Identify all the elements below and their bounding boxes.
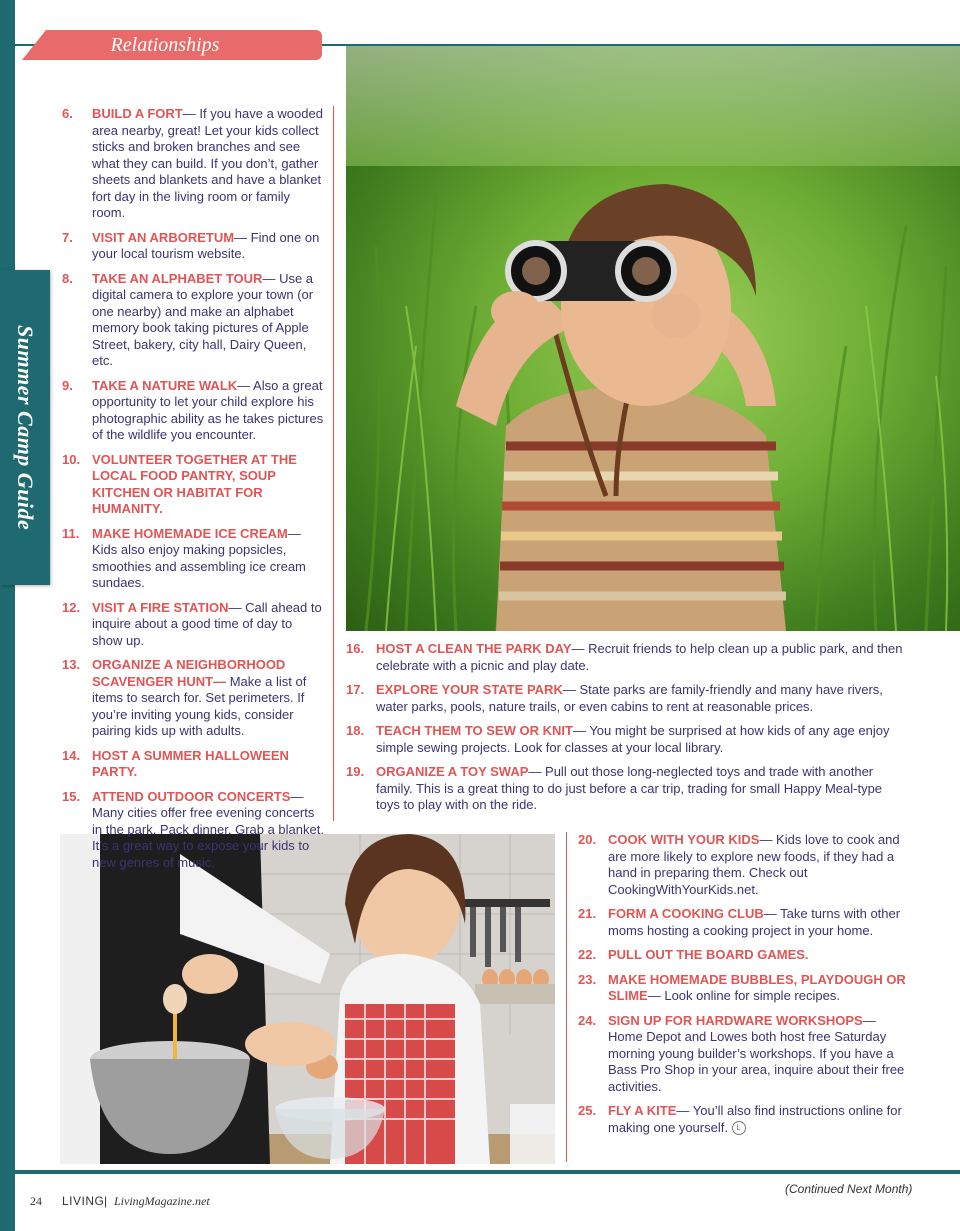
list-item <box>346 723 906 756</box>
photo-boy-binoculars <box>346 46 960 631</box>
list-item <box>62 230 324 263</box>
item-number: 13. <box>62 657 81 672</box>
section-title: Relationships <box>110 34 220 56</box>
list-item <box>578 972 908 1005</box>
left-edge-bar <box>0 0 15 1231</box>
magazine-name: LIVING <box>62 1194 105 1208</box>
list-item <box>578 1013 908 1096</box>
item-text <box>92 378 324 444</box>
list-item <box>62 748 324 781</box>
item-number: 18. <box>346 723 365 738</box>
item-number: 22. <box>578 947 597 962</box>
list-item <box>62 526 324 592</box>
list-item <box>578 906 908 939</box>
item-lead: MAKE HOMEMADE ICE CREAM <box>92 525 288 541</box>
item-lead: VOLUNTEER TOGETHER AT THE LOCAL FOOD PANTRY, SOUP KITCHEN OR HABITAT FOR HUMANITY. <box>92 451 297 516</box>
item-text <box>92 657 324 740</box>
item-body: — State parks are family-friendly and many have rivers, water parks, pools, nature trails, or even cabins to rent at reasonable prices. <box>376 682 883 714</box>
item-lead: ATTEND OUTDOOR CONCERTS <box>92 788 291 804</box>
photo-boy-illustration <box>346 46 960 631</box>
item-body: — Use a digital camera to explore your town (or one nearby) and make an alphabet memory book taking pictures of Apple Street, bakery, city hall, Dairy Queen, etc. <box>92 270 314 368</box>
item-lead: ORGANIZE A TOY SWAP <box>376 764 529 779</box>
item-body: — Home Depot and Lowes both host free Saturday morning young builder’s workshops. If you have a Bass Pro Shop in your area, inquire about their free activities. <box>608 1012 905 1094</box>
item-text <box>92 600 324 650</box>
continued-note: (Continued Next Month) <box>785 1182 913 1196</box>
list-item <box>62 271 324 370</box>
photo-cooking-illustration <box>60 834 555 1164</box>
magazine-url: LivingMagazine.net <box>114 1194 210 1208</box>
list-item <box>62 789 324 872</box>
item-number: 11. <box>62 525 80 541</box>
item-text <box>92 271 324 370</box>
item-body: — Kids also enjoy making popsicles, smoothies and assembling ice cream sundaes. <box>92 525 306 590</box>
item-body: — Also a great opportunity to let your child explore his photographic ability as he takes pictures of the wildlife you encounter. <box>92 377 324 442</box>
item-number: 16. <box>346 641 365 656</box>
item-number: 20. <box>578 832 597 847</box>
item-number: 8. <box>62 270 73 286</box>
item-lead: COOK WITH YOUR KIDS <box>608 832 760 847</box>
item-lead: MAKE HOMEMADE BUBBLES, PLAYDOUGH OR SLIME <box>608 971 906 1003</box>
item-number: 6. <box>62 106 73 121</box>
item-number: 17. <box>346 682 365 697</box>
item-number: 12. <box>62 599 81 615</box>
item-lead: TEACH THEM TO SEW OR KNIT <box>376 723 573 738</box>
list-item <box>578 947 908 964</box>
item-number: 19. <box>346 764 365 779</box>
item-number: 15. <box>62 788 81 804</box>
bottom-rule <box>15 1170 960 1174</box>
item-body: — You’ll also find instructions online for making one yourself. <box>608 1103 902 1135</box>
item-lead: FLY A KITE <box>608 1103 677 1118</box>
item-number: 7. <box>62 229 73 245</box>
list-item <box>62 600 324 650</box>
item-text <box>376 641 906 674</box>
item-text <box>608 906 908 939</box>
item-text <box>608 832 908 898</box>
item-lead: ORGANIZE A NEIGHBORHOOD SCAVENGER HUNT— <box>92 657 286 689</box>
item-number: 24. <box>578 1012 597 1028</box>
item-text <box>92 452 324 518</box>
list-item <box>62 106 324 222</box>
item-text <box>92 526 324 592</box>
list-column-3 <box>578 832 908 1144</box>
list-item <box>346 641 906 674</box>
list-item <box>62 657 324 740</box>
item-text <box>608 1103 908 1136</box>
item-lead: EXPLORE YOUR STATE PARK <box>376 682 563 697</box>
photo-cooking <box>60 834 555 1164</box>
item-lead: HOST A SUMMER HALLOWEEN PARTY. <box>92 747 289 779</box>
list-item <box>346 682 906 715</box>
footer-separator: | <box>104 1194 108 1208</box>
item-lead: VISIT A FIRE STATION <box>92 599 229 615</box>
item-body: — Find one on your local tourism website. <box>92 229 320 261</box>
item-lead: BUILD A FORT <box>92 106 183 121</box>
item-number: 23. <box>578 971 597 987</box>
item-text <box>608 972 908 1005</box>
item-lead: VISIT AN ARBORETUM <box>92 229 235 245</box>
item-text <box>92 748 324 781</box>
item-text <box>92 106 324 222</box>
side-title-wrap <box>0 270 50 585</box>
item-text <box>376 682 906 715</box>
item-number: 14. <box>62 747 81 763</box>
item-lead: PULL OUT THE BOARD GAMES. <box>608 947 809 962</box>
item-body: — If you have a wooded area nearby, great! Let your kids collect sticks and broken branches and see what they can build. If you don’t, gather sheets and blankets and have a blanket fort day in the living room or family room. <box>92 106 323 220</box>
item-body: — Look online for simple recipes. <box>647 988 840 1003</box>
item-number: 21. <box>578 906 597 921</box>
list-item <box>346 764 906 814</box>
item-body: — You might be surprised at how kids of any age enjoy simple sewing projects. Look for classes at your local library. <box>376 723 890 755</box>
item-lead: FORM A COOKING CLUB <box>608 906 764 921</box>
list-item <box>578 1103 908 1136</box>
item-lead: HOST A CLEAN THE PARK DAY <box>376 641 572 656</box>
column-divider-1 <box>333 106 334 821</box>
list-column-2 <box>346 641 906 822</box>
item-text <box>608 947 908 964</box>
item-lead: TAKE AN ALPHABET TOUR <box>92 270 263 286</box>
side-title: Summer Camp Guide <box>13 324 38 531</box>
list-item <box>62 452 324 518</box>
page-number: 24 <box>30 1194 42 1208</box>
item-body: — Call ahead to inquire about a good time of day to show up. <box>92 599 322 648</box>
item-body: — Recruit friends to help clean up a public park, and then celebrate with a picnic and play date. <box>376 641 903 673</box>
item-text <box>92 789 324 872</box>
item-body: — Pull out those long-neglected toys and trade with another family. This is a great thing to do just before a car trip, trading for small Happy Meal-type toys to play with on the ride. <box>376 764 883 812</box>
item-lead: TAKE A NATURE WALK <box>92 377 238 393</box>
item-text <box>608 1013 908 1096</box>
item-body: — Kids love to cook and are more likely to explore new foods, if they had a hand in preparing them. Check out CookingWithYourKids.net. <box>608 832 900 897</box>
list-item <box>578 832 908 898</box>
list-column-1 <box>62 106 324 879</box>
item-body: — Take turns with other moms hosting a cooking project in your home. <box>608 906 901 938</box>
list-item <box>62 378 324 444</box>
item-text <box>92 230 324 263</box>
item-text <box>376 764 906 814</box>
item-number: 25. <box>578 1103 597 1118</box>
item-body: Make a list of items to search for. Set perimeters. If you’re inviting young kids, consider pairing kids up with adults. <box>92 673 307 738</box>
end-mark-icon: L <box>732 1121 746 1135</box>
item-number: 9. <box>62 377 73 393</box>
item-body: — Many cities offer free evening concerts in the park. Pack dinner. Grab a blanket. It’s a great way to expose your kids to new genres of music. <box>92 788 324 870</box>
item-text <box>376 723 906 756</box>
item-lead: SIGN UP FOR HARDWARE WORKSHOPS <box>608 1012 863 1028</box>
column-divider-2 <box>566 832 567 1162</box>
item-number: 10. <box>62 451 81 467</box>
